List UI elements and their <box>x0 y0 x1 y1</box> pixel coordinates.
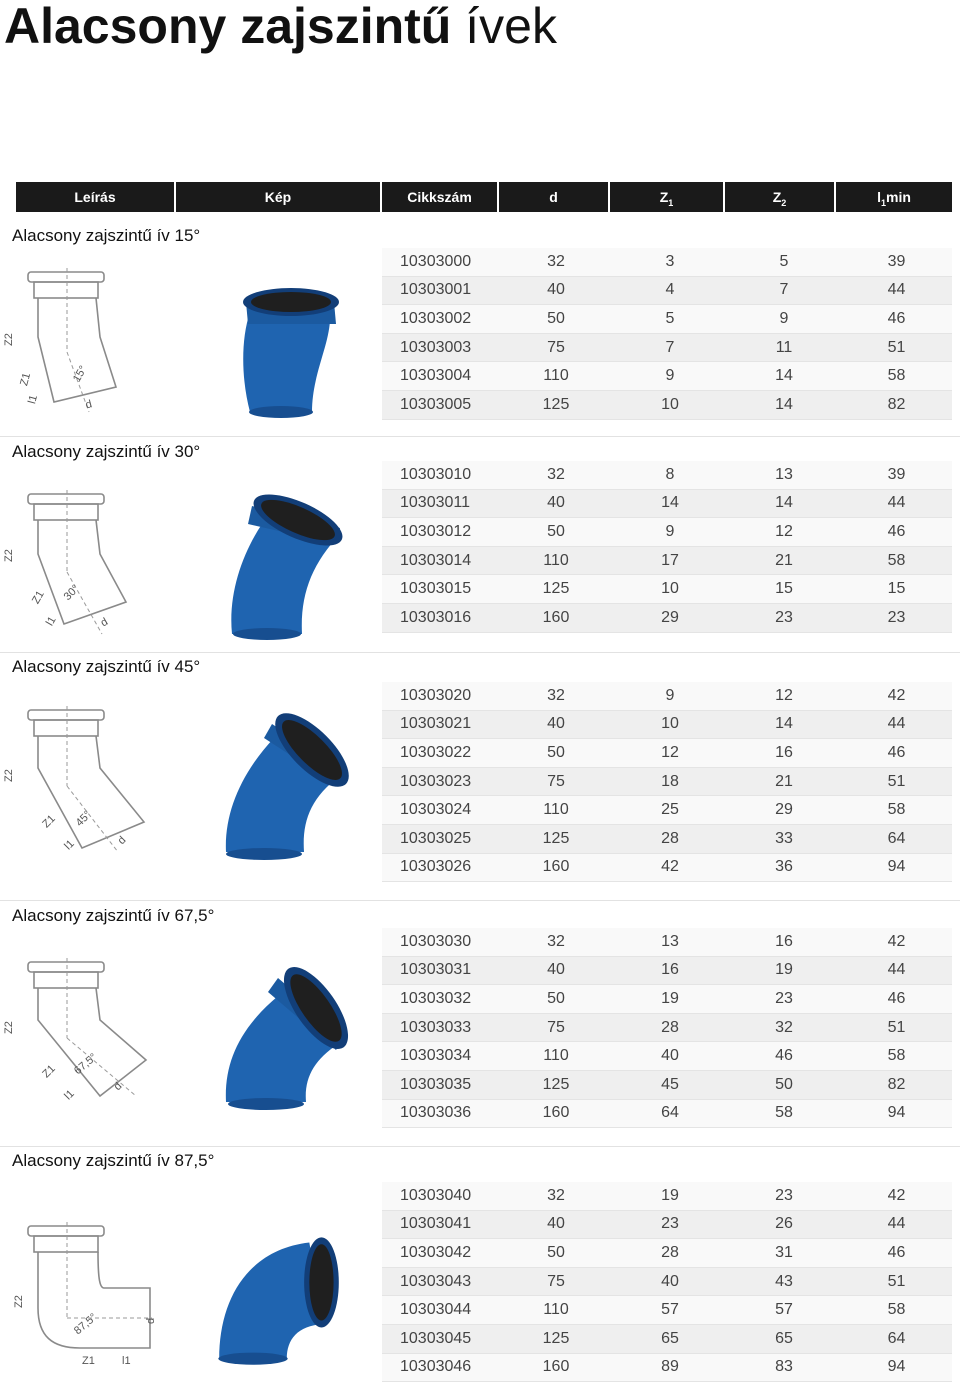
cell-item-number: 10303021 <box>382 710 499 739</box>
cell-z2: 36 <box>727 853 841 882</box>
cell-l1min: 51 <box>841 333 952 362</box>
cell-z2: 19 <box>727 956 841 985</box>
section-divider <box>0 436 960 437</box>
cell-l1min: 46 <box>841 739 952 768</box>
section-title: Alacsony zajszintű ív 67,5° <box>12 906 215 925</box>
elbow-15-drawing <box>4 262 154 412</box>
cell-d: 75 <box>499 1267 613 1296</box>
cell-item-number: 10303041 <box>382 1210 499 1239</box>
cell-z1: 10 <box>613 575 727 604</box>
elbow-45-drawing <box>4 702 154 852</box>
elbow-87-5-table-body <box>382 1182 952 1382</box>
cell-z2: 12 <box>727 682 841 710</box>
cell-z1: 64 <box>613 1099 727 1128</box>
cell-z2: 7 <box>727 276 841 305</box>
cell-d: 32 <box>499 1182 613 1210</box>
cell-z1: 10 <box>613 710 727 739</box>
cell-item-number: 10303031 <box>382 956 499 985</box>
cell-z2: 21 <box>727 767 841 796</box>
cell-item-number: 10303032 <box>382 985 499 1014</box>
elbow-87-5-photo <box>214 1218 344 1378</box>
table-row <box>382 1210 952 1239</box>
cell-z1: 3 <box>613 248 727 276</box>
table-row <box>382 1070 952 1099</box>
label-l1: l1 <box>26 393 41 406</box>
table-row <box>382 824 952 853</box>
cell-z2: 43 <box>727 1267 841 1296</box>
cell-item-number: 10303045 <box>382 1324 499 1353</box>
cell-z1: 10 <box>613 390 727 419</box>
elbow-45-photo <box>222 702 352 862</box>
cell-z1: 13 <box>613 928 727 956</box>
cell-d: 40 <box>499 489 613 518</box>
elbow-67-5-table-body <box>382 928 952 1128</box>
table-row <box>382 1296 952 1325</box>
page-title-light: ívek <box>465 0 557 54</box>
cell-l1min: 46 <box>841 1239 952 1268</box>
cell-l1min: 44 <box>841 1210 952 1239</box>
label-z2: Z2 <box>13 1295 25 1308</box>
header-l-suffix: min <box>886 189 911 205</box>
cell-d: 125 <box>499 575 613 604</box>
cell-l1min: 51 <box>841 767 952 796</box>
table-row <box>382 1324 952 1353</box>
table-row <box>382 1239 952 1268</box>
header-z1-base: Z <box>659 189 669 205</box>
cell-l1min: 44 <box>841 956 952 985</box>
cell-d: 110 <box>499 1042 613 1071</box>
cell-item-number: 10303023 <box>382 767 499 796</box>
cell-l1min: 39 <box>841 461 952 489</box>
cell-d: 32 <box>499 461 613 489</box>
elbow-15-table <box>382 248 952 420</box>
cell-item-number: 10303044 <box>382 1296 499 1325</box>
label-z1: Z1 <box>40 812 58 831</box>
label-l1: l1 <box>62 837 77 853</box>
cell-z1: 9 <box>613 362 727 391</box>
table-header <box>16 182 952 212</box>
cell-l1min: 82 <box>841 390 952 419</box>
elbow-45-table <box>382 682 952 882</box>
label-z2: Z2 <box>3 333 15 346</box>
header-z1 <box>610 182 725 212</box>
cell-item-number: 10303043 <box>382 1267 499 1296</box>
cell-z1: 40 <box>613 1267 727 1296</box>
cell-d: 125 <box>499 390 613 419</box>
header-z2-sub: 2 <box>781 197 787 208</box>
cell-z2: 46 <box>727 1042 841 1071</box>
cell-d: 75 <box>499 1013 613 1042</box>
cell-item-number: 10303036 <box>382 1099 499 1128</box>
cell-d: 160 <box>499 1099 613 1128</box>
cell-l1min: 39 <box>841 248 952 276</box>
cell-l1min: 94 <box>841 1099 952 1128</box>
cell-item-number: 10303000 <box>382 248 499 276</box>
cell-d: 125 <box>499 824 613 853</box>
table-row <box>382 1182 952 1210</box>
cell-z2: 57 <box>727 1296 841 1325</box>
section-divider <box>0 900 960 901</box>
cell-d: 110 <box>499 362 613 391</box>
label-l1: l1 <box>62 1087 77 1103</box>
table-row <box>382 518 952 547</box>
label-angle: 15° <box>70 363 90 385</box>
cell-item-number: 10303010 <box>382 461 499 489</box>
table-row <box>382 248 952 276</box>
header-z2-base: Z <box>772 189 782 205</box>
label-z1: Z1 <box>40 1062 58 1081</box>
label-l1: l1 <box>43 614 59 628</box>
cell-z2: 26 <box>727 1210 841 1239</box>
cell-z1: 40 <box>613 1042 727 1071</box>
cell-z2: 11 <box>727 333 841 362</box>
cell-item-number: 10303024 <box>382 796 499 825</box>
table-row <box>382 1042 952 1071</box>
header-item-number: Cikkszám <box>382 182 499 212</box>
table-row <box>382 461 952 489</box>
cell-z1: 28 <box>613 824 727 853</box>
cell-l1min: 15 <box>841 575 952 604</box>
cell-item-number: 10303001 <box>382 276 499 305</box>
cell-z2: 9 <box>727 305 841 334</box>
cell-d: 50 <box>499 518 613 547</box>
label-z1: Z1 <box>29 588 47 606</box>
section-title: Alacsony zajszintű ív 45° <box>12 657 201 676</box>
table-row <box>382 710 952 739</box>
table-row <box>382 1267 952 1296</box>
elbow-67-5-table <box>382 928 952 1128</box>
cell-l1min: 58 <box>841 796 952 825</box>
elbow-45-table-body <box>382 682 952 882</box>
cell-z2: 14 <box>727 710 841 739</box>
cell-item-number: 10303042 <box>382 1239 499 1268</box>
label-angle: 45° <box>73 808 94 829</box>
cell-z1: 19 <box>613 1182 727 1210</box>
cell-d: 110 <box>499 1296 613 1325</box>
cell-l1min: 46 <box>841 518 952 547</box>
cell-d: 50 <box>499 739 613 768</box>
cell-z1: 28 <box>613 1013 727 1042</box>
cell-l1min: 23 <box>841 603 952 632</box>
cell-z2: 13 <box>727 461 841 489</box>
cell-item-number: 10303022 <box>382 739 499 768</box>
cell-l1min: 94 <box>841 1353 952 1382</box>
cell-l1min: 42 <box>841 1182 952 1210</box>
cell-d: 40 <box>499 956 613 985</box>
cell-d: 40 <box>499 276 613 305</box>
table-row <box>382 546 952 575</box>
label-angle: 67,5° <box>71 1051 100 1078</box>
elbow-15-photo <box>232 262 362 422</box>
cell-l1min: 44 <box>841 710 952 739</box>
section-divider <box>0 1146 960 1147</box>
elbow-67-5-drawing <box>4 956 154 1106</box>
header-z2 <box>725 182 836 212</box>
table-row <box>382 276 952 305</box>
cell-d: 110 <box>499 796 613 825</box>
cell-z2: 15 <box>727 575 841 604</box>
cell-z2: 12 <box>727 518 841 547</box>
cell-d: 32 <box>499 682 613 710</box>
cell-item-number: 10303015 <box>382 575 499 604</box>
cell-z1: 19 <box>613 985 727 1014</box>
label-z2: Z2 <box>3 549 15 562</box>
cell-d: 125 <box>499 1070 613 1099</box>
cell-l1min: 58 <box>841 362 952 391</box>
header-d: d <box>499 182 610 212</box>
cell-z2: 65 <box>727 1324 841 1353</box>
elbow-30-photo <box>222 484 352 644</box>
section-title: Alacsony zajszintű ív 87,5° <box>12 1151 215 1170</box>
cell-d: 50 <box>499 985 613 1014</box>
table-row <box>382 575 952 604</box>
cell-z1: 14 <box>613 489 727 518</box>
cell-z1: 89 <box>613 1353 727 1382</box>
cell-l1min: 42 <box>841 682 952 710</box>
cell-z1: 9 <box>613 682 727 710</box>
header-description: Leírás <box>16 182 176 212</box>
label-z1: Z1 <box>82 1355 95 1367</box>
header-l1min <box>836 182 952 212</box>
cell-l1min: 46 <box>841 305 952 334</box>
table-row <box>382 928 952 956</box>
cell-z1: 57 <box>613 1296 727 1325</box>
cell-z1: 45 <box>613 1070 727 1099</box>
table-row <box>382 767 952 796</box>
cell-item-number: 10303026 <box>382 853 499 882</box>
cell-d: 50 <box>499 305 613 334</box>
label-d: d <box>111 1080 125 1093</box>
cell-z1: 23 <box>613 1210 727 1239</box>
cell-item-number: 10303025 <box>382 824 499 853</box>
cell-l1min: 58 <box>841 1296 952 1325</box>
cell-z2: 23 <box>727 603 841 632</box>
cell-d: 160 <box>499 1353 613 1382</box>
cell-z2: 33 <box>727 824 841 853</box>
cell-z2: 14 <box>727 362 841 391</box>
cell-d: 32 <box>499 928 613 956</box>
cell-d: 75 <box>499 767 613 796</box>
cell-item-number: 10303040 <box>382 1182 499 1210</box>
cell-z2: 31 <box>727 1239 841 1268</box>
cell-item-number: 10303012 <box>382 518 499 547</box>
table-row <box>382 603 952 632</box>
cell-z2: 32 <box>727 1013 841 1042</box>
cell-d: 32 <box>499 248 613 276</box>
cell-z2: 5 <box>727 248 841 276</box>
cell-item-number: 10303020 <box>382 682 499 710</box>
cell-z1: 4 <box>613 276 727 305</box>
cell-z2: 83 <box>727 1353 841 1382</box>
cell-z2: 14 <box>727 390 841 419</box>
page-title <box>4 0 557 56</box>
elbow-87-5-table <box>382 1182 952 1382</box>
label-d: d <box>84 398 94 412</box>
cell-z2: 23 <box>727 1182 841 1210</box>
cell-l1min: 64 <box>841 824 952 853</box>
table-row <box>382 333 952 362</box>
cell-l1min: 51 <box>841 1267 952 1296</box>
cell-d: 125 <box>499 1324 613 1353</box>
cell-l1min: 44 <box>841 489 952 518</box>
cell-d: 160 <box>499 853 613 882</box>
cell-d: 40 <box>499 1210 613 1239</box>
label-d: d <box>115 834 129 847</box>
cell-item-number: 10303030 <box>382 928 499 956</box>
elbow-67-5-photo <box>222 952 352 1112</box>
cell-item-number: 10303011 <box>382 489 499 518</box>
header-z1-sub: 1 <box>668 197 674 208</box>
cell-z2: 14 <box>727 489 841 518</box>
table-row <box>382 853 952 882</box>
cell-l1min: 58 <box>841 546 952 575</box>
table-row <box>382 305 952 334</box>
cell-d: 40 <box>499 710 613 739</box>
cell-item-number: 10303005 <box>382 390 499 419</box>
label-z2: Z2 <box>3 1021 15 1034</box>
cell-z1: 12 <box>613 739 727 768</box>
cell-z2: 23 <box>727 985 841 1014</box>
cell-z2: 21 <box>727 546 841 575</box>
cell-z1: 29 <box>613 603 727 632</box>
cell-z1: 18 <box>613 767 727 796</box>
cell-z2: 50 <box>727 1070 841 1099</box>
elbow-30-drawing <box>4 484 154 634</box>
page-title-bold: Alacsony zajszintű <box>4 0 452 54</box>
cell-l1min: 58 <box>841 1042 952 1071</box>
cell-l1min: 44 <box>841 276 952 305</box>
header-image: Kép <box>176 182 382 212</box>
header-l-sub: 1 <box>880 197 886 208</box>
cell-z1: 25 <box>613 796 727 825</box>
cell-item-number: 10303003 <box>382 333 499 362</box>
label-angle: 87,5° <box>71 1311 100 1338</box>
cell-z1: 8 <box>613 461 727 489</box>
cell-z2: 58 <box>727 1099 841 1128</box>
cell-z1: 28 <box>613 1239 727 1268</box>
cell-item-number: 10303033 <box>382 1013 499 1042</box>
cell-item-number: 10303034 <box>382 1042 499 1071</box>
table-row <box>382 796 952 825</box>
elbow-87-5-drawing <box>4 1218 157 1368</box>
cell-item-number: 10303014 <box>382 546 499 575</box>
cell-z2: 29 <box>727 796 841 825</box>
cell-z1: 5 <box>613 305 727 334</box>
table-row <box>382 1353 952 1382</box>
cell-d: 160 <box>499 603 613 632</box>
label-z2: Z2 <box>3 769 15 782</box>
cell-l1min: 94 <box>841 853 952 882</box>
cell-d: 110 <box>499 546 613 575</box>
cell-item-number: 10303002 <box>382 305 499 334</box>
cell-l1min: 42 <box>841 928 952 956</box>
section-title: Alacsony zajszintű ív 15° <box>12 226 201 245</box>
elbow-30-table <box>382 461 952 633</box>
label-d: d <box>98 615 111 630</box>
elbow-15-table-body <box>382 248 952 419</box>
label-z1: Z1 <box>18 371 34 388</box>
cell-z2: 16 <box>727 739 841 768</box>
cell-z1: 17 <box>613 546 727 575</box>
section-title: Alacsony zajszintű ív 30° <box>12 442 201 461</box>
cell-z1: 42 <box>613 853 727 882</box>
table-row <box>382 1099 952 1128</box>
cell-l1min: 51 <box>841 1013 952 1042</box>
table-row <box>382 489 952 518</box>
cell-z1: 16 <box>613 956 727 985</box>
label-angle: 30° <box>61 582 82 603</box>
cell-z1: 7 <box>613 333 727 362</box>
cell-d: 50 <box>499 1239 613 1268</box>
cell-d: 75 <box>499 333 613 362</box>
label-d: d <box>145 1317 157 1324</box>
cell-l1min: 46 <box>841 985 952 1014</box>
cell-z1: 9 <box>613 518 727 547</box>
section-divider <box>0 652 960 653</box>
elbow-30-table-body <box>382 461 952 632</box>
table-row <box>382 1013 952 1042</box>
cell-z1: 65 <box>613 1324 727 1353</box>
cell-l1min: 82 <box>841 1070 952 1099</box>
cell-z2: 16 <box>727 928 841 956</box>
cell-item-number: 10303016 <box>382 603 499 632</box>
header-l-base: l <box>877 189 881 205</box>
cell-item-number: 10303046 <box>382 1353 499 1382</box>
table-row <box>382 956 952 985</box>
table-row <box>382 682 952 710</box>
table-row <box>382 739 952 768</box>
table-row <box>382 390 952 419</box>
table-row <box>382 362 952 391</box>
cell-item-number: 10303004 <box>382 362 499 391</box>
cell-item-number: 10303035 <box>382 1070 499 1099</box>
cell-l1min: 64 <box>841 1324 952 1353</box>
table-row <box>382 985 952 1014</box>
label-l1: l1 <box>122 1355 131 1367</box>
